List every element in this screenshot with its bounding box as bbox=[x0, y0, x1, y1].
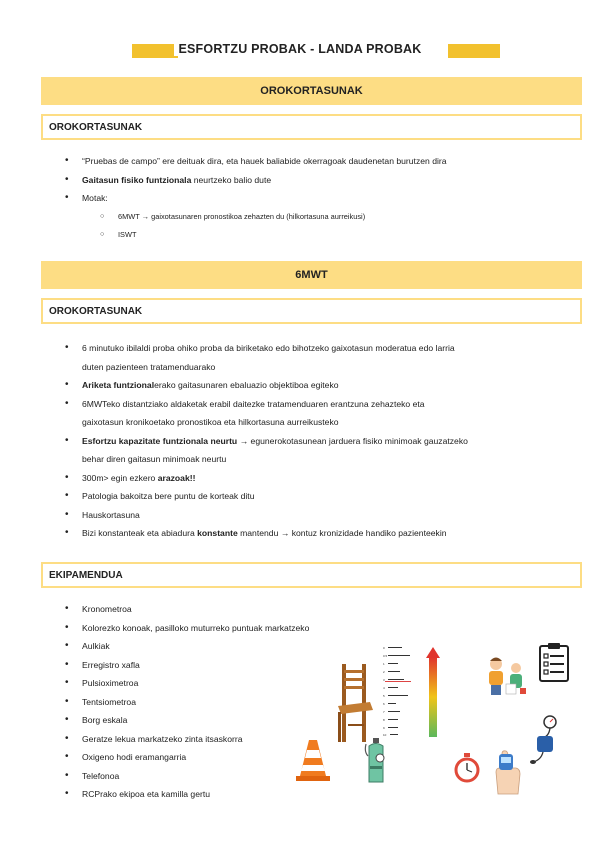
list-item: • Motak: ○ 6MWT → gaixotasunaren pronostikoa zehazten du (hilkortasuna aurreikusi) ○ ISWT bbox=[64, 189, 584, 244]
subheading-orokortasunak: OROKORTASUNAK bbox=[41, 114, 582, 140]
list-item: • Pulsioximetroa bbox=[64, 674, 394, 693]
subheading-ekipamendua: EKIPAMENDUA bbox=[41, 562, 582, 588]
6mwt-list bbox=[64, 339, 590, 543]
list-item: • Patologia bakoitza bere puntu de korteak ditu bbox=[64, 487, 590, 506]
list-item: • Borg eskala bbox=[64, 711, 394, 730]
list-item: • 6MWTeko distantziako aldaketak erabil daitezke tratamenduaren erantzuna zehazteko eta gaixotasun kronikoetako pronostikoa eta hilkortasuna aurreikusteko bbox=[64, 395, 590, 432]
traffic-cone-icon bbox=[296, 738, 330, 782]
subheading-6mwt-orokortasunak: OROKORTASUNAK bbox=[41, 298, 582, 324]
svg-text:0.5: 0.5 bbox=[383, 654, 388, 658]
list-item: • Telefonoa bbox=[64, 767, 394, 786]
list-item: • Tentsiometroa bbox=[64, 693, 394, 712]
svg-text:7: 7 bbox=[383, 710, 385, 714]
sphygmomanometer-icon bbox=[529, 714, 559, 764]
list-item: • 300m> egin ezkero arazoak!! bbox=[64, 469, 590, 488]
page-title bbox=[0, 42, 600, 56]
list-item: • “Pruebas de campo” ere deituak dira, eta hauek baliabide okerragoak daudenetan burutzen dira bbox=[64, 152, 584, 171]
sublist-item: ○ 6MWT → gaixotasunaren pronostikoa zehazten du (hilkortasuna aurreikusi) bbox=[82, 208, 584, 226]
list-item: • Kronometroa bbox=[64, 600, 394, 619]
list-item: • Gaitasun fisiko funtzionala neurtzeko balio dute bbox=[64, 171, 584, 190]
clipboard-icon bbox=[538, 642, 570, 682]
svg-text:2: 2 bbox=[383, 670, 385, 674]
oxygen-tank-icon bbox=[364, 738, 388, 784]
section-band-orokortasunak: OROKORTASUNAK bbox=[41, 77, 582, 105]
general-list bbox=[64, 152, 584, 244]
section-band-6mwt: 6MWT bbox=[41, 261, 582, 289]
patient-icon bbox=[482, 656, 528, 698]
list-item: • Oxigeno hodi eramangarria bbox=[64, 748, 394, 767]
svg-text:9: 9 bbox=[383, 726, 385, 730]
svg-text:3: 3 bbox=[383, 678, 385, 682]
svg-text:1: 1 bbox=[383, 662, 385, 666]
pulse-oximeter-icon bbox=[490, 748, 526, 796]
list-item: • Esfortzu kapazitate funtzionala neurtu → egunerokotasunean jarduera fisiko minimoak gauzatzeko behar diren gaitasun minimoak neurtu bbox=[64, 432, 590, 469]
list-item: • 6 minutuko ibilaldi proba ohiko proba da biriketako edo bihotzeko gaixotasun moderatua edo larria duten pazienteen tratamenduarako bbox=[64, 339, 590, 376]
svg-text:6: 6 bbox=[383, 702, 385, 706]
list-item: • Hauskortasuna bbox=[64, 506, 590, 525]
svg-text:0: 0 bbox=[383, 646, 385, 650]
list-item: • Kolorezko konoak, pasilloko muturreko puntuak markatzeko bbox=[64, 619, 394, 638]
list-item: • Geratze lekua markatzeko zinta itsaskorra bbox=[64, 730, 394, 749]
svg-text:5: 5 bbox=[383, 694, 385, 698]
sublist-item: ○ ISWT bbox=[82, 226, 584, 244]
svg-text:8: 8 bbox=[383, 718, 385, 722]
chair-icon bbox=[333, 662, 373, 744]
list-item: • Ariketa funtzionalerako gaitasunaren ebaluazio objektiboa egiteko bbox=[64, 376, 590, 395]
list-item: • Erregistro xafla bbox=[64, 656, 394, 675]
borg-scale-chart bbox=[383, 645, 443, 737]
types-sublist bbox=[82, 208, 584, 244]
svg-text:4: 4 bbox=[383, 686, 385, 690]
svg-text:10: 10 bbox=[383, 733, 387, 737]
list-item: • Aulkiak bbox=[64, 637, 394, 656]
page-title-text: ESFORTZU PROBAK - LANDA PROBAK bbox=[174, 42, 425, 56]
list-item: • RCPrako ekipoa eta kamilla gertu bbox=[64, 785, 394, 804]
list-item: • Bizi konstanteak eta abiadura konstante mantendu → kontuz kronizidade handiko pazienteekin bbox=[64, 524, 590, 543]
stopwatch-icon bbox=[454, 753, 480, 783]
